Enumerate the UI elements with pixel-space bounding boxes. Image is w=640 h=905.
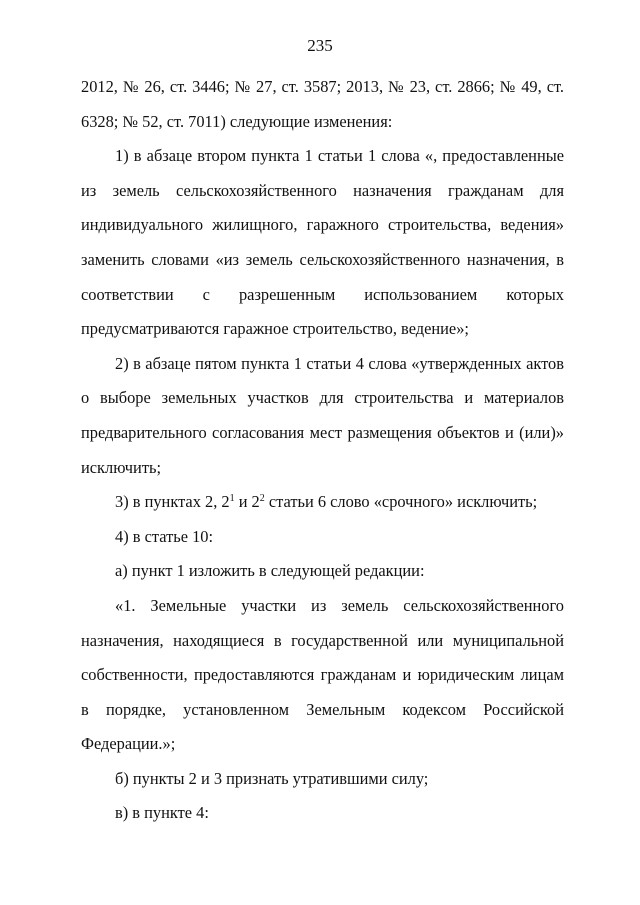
item-3-text-start: 3) в пунктах 2, 2 (115, 492, 230, 512)
paragraph-item-4: 4) в статье 10: (115, 526, 214, 546)
document-body (81, 70, 564, 831)
paragraph-item-2: 2) в абзаце пятом пункта 1 статьи 4 слова «утвержденных актов о выборе земельных участков для строительства и материалов предварительного согласования мест размещения объектов и (или)» исключить; (81, 353, 564, 477)
paragraph-item-4b: б) пункты 2 и 3 признать утратившими силу; (115, 768, 429, 788)
item-3-text-middle: и 2 (234, 492, 260, 512)
paragraph-item-4v: в) в пункте 4: (115, 803, 209, 823)
paragraph-item-1: 1) в абзаце втором пункта 1 статьи 1 слова «, предоставленные из земель сельскохозяйственного назначения гражданам для индивидуального жилищного, гаражного строительства, ведения» заменить словами «из земель сельскохозяйственного назначения, в соответствии с разрешенным использованием которых предусматриваются гаражное строительство, ведение»; (81, 146, 564, 339)
item-3-text-end: статьи 6 слово «срочного» исключить; (264, 492, 538, 512)
paragraph-item-4a: а) пункт 1 изложить в следующей редакции: (115, 561, 425, 581)
paragraph-continuation: 2012, № 26, ст. 3446; № 27, ст. 3587; 2013, № 23, ст. 2866; № 49, ст. 6328; № 52, ст. 7011) следующие изменения: (81, 77, 564, 131)
paragraph-quote-point-1: «1. Земельные участки из земель сельскохозяйственного назначения, находящиеся в государственной или муниципальной собственности, предоставляются гражданам и юридическим лицам в порядке, установленном Земельным кодексом Российской Федерации.»; (81, 595, 564, 754)
superscript-1: 1 (229, 493, 235, 505)
page-number: 235 (307, 36, 333, 55)
superscript-2: 2 (259, 493, 265, 505)
paragraph-item-3 (81, 485, 564, 520)
